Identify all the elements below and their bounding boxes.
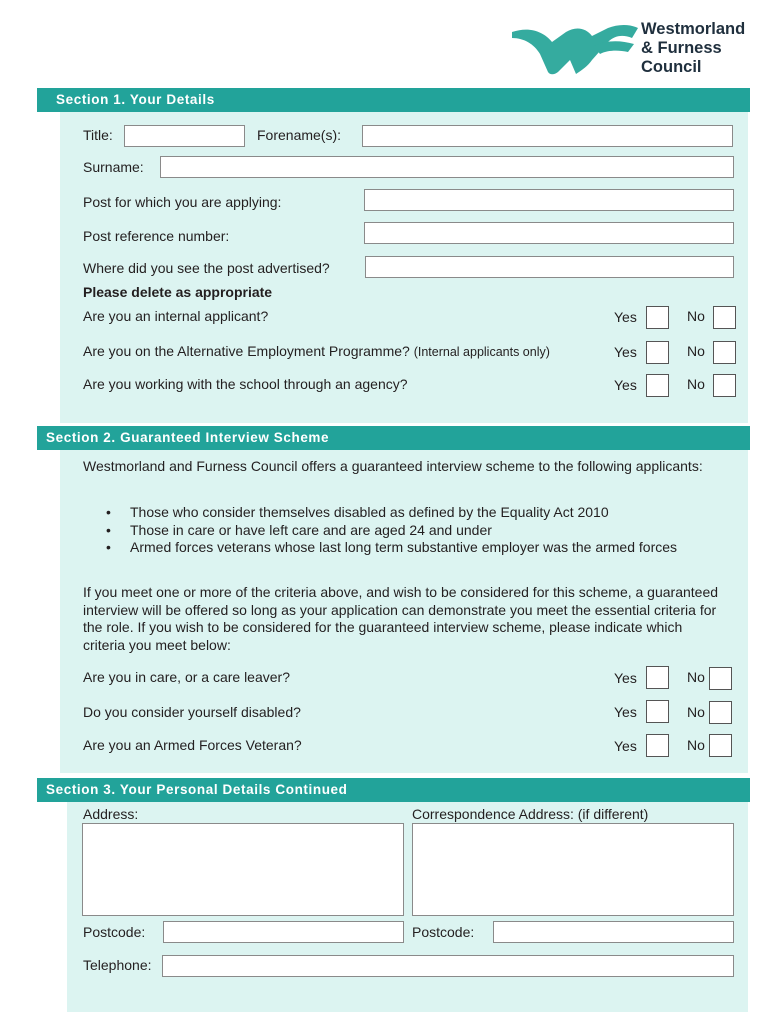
- veteran-yes-checkbox[interactable]: [646, 734, 669, 757]
- scheme-paragraph: If you meet one or more of the criteria above, and wish to be considered for this scheme, a guaranteed interview will be offered so long as your application can demonstrate you meet the essential criteria for the role. If you wish to be considered for the guaranteed interview scheme, please indicate which criteria you meet below:: [83, 584, 719, 653]
- list-item: • Those in care or have left care and are aged 24 and under: [83, 522, 713, 540]
- alt-employment-yes-checkbox[interactable]: [646, 341, 669, 364]
- yes-label: Yes: [614, 344, 637, 360]
- section2-header: Section 2. Guaranteed Interview Scheme: [37, 426, 750, 450]
- scheme-intro: Westmorland and Furness Council offers a guaranteed interview scheme to the following applicants:: [83, 458, 703, 474]
- agency-no-checkbox[interactable]: [713, 374, 736, 397]
- post-ref-input[interactable]: [364, 222, 734, 244]
- internal-applicant-no-checkbox[interactable]: [713, 306, 736, 329]
- agency-yes-checkbox[interactable]: [646, 374, 669, 397]
- alt-employment-no-checkbox[interactable]: [713, 341, 736, 364]
- no-label: No: [687, 308, 705, 324]
- alt-employment-question: [83, 343, 550, 361]
- yes-label: Yes: [614, 670, 637, 686]
- telephone-input[interactable]: [162, 955, 734, 977]
- advertised-input[interactable]: [365, 256, 734, 278]
- forename-label: Forename(s):: [257, 127, 342, 143]
- post-ref-label: Post reference number:: [83, 228, 230, 244]
- no-label: No: [687, 737, 705, 753]
- corr-address-textarea[interactable]: [412, 823, 734, 916]
- delete-note: Please delete as appropriate: [83, 284, 273, 300]
- title-label: Title:: [83, 127, 113, 143]
- no-label: No: [687, 343, 705, 359]
- care-leaver-no-checkbox[interactable]: [709, 667, 732, 690]
- disabled-no-checkbox[interactable]: [709, 701, 732, 724]
- corr-postcode-input[interactable]: [493, 921, 734, 943]
- address-textarea[interactable]: [82, 823, 404, 916]
- corr-address-label: Correspondence Address: (if different): [412, 806, 649, 822]
- surname-input[interactable]: [160, 156, 734, 178]
- scheme-criteria-list: [83, 504, 713, 557]
- postcode-label: Postcode:: [83, 924, 146, 940]
- yes-label: Yes: [614, 704, 637, 720]
- wf-wave-logo-icon: [510, 20, 640, 76]
- list-item: • Those who consider themselves disabled as defined by the Equality Act 2010: [83, 504, 713, 522]
- alt-employment-note: (Internal applicants only): [413, 345, 550, 359]
- care-leaver-question: Are you in care, or a care leaver?: [83, 669, 290, 685]
- advertised-label: Where did you see the post advertised?: [83, 260, 330, 276]
- veteran-no-checkbox[interactable]: [709, 734, 732, 757]
- section3-header: Section 3. Your Personal Details Continued: [37, 778, 750, 802]
- no-label: No: [687, 376, 705, 392]
- post-input[interactable]: [364, 189, 734, 211]
- address-label: Address:: [83, 806, 139, 822]
- alt-employment-text: Are you on the Alternative Employment Programme?: [83, 343, 410, 359]
- telephone-label: Telephone:: [83, 957, 152, 973]
- internal-applicant-question: Are you an internal applicant?: [83, 308, 269, 324]
- disabled-question: Do you consider yourself disabled?: [83, 704, 301, 720]
- no-label: No: [687, 704, 705, 720]
- title-input[interactable]: [124, 125, 245, 147]
- yes-label: Yes: [614, 377, 637, 393]
- disabled-yes-checkbox[interactable]: [646, 700, 669, 723]
- postcode-input[interactable]: [163, 921, 404, 943]
- council-name: Westmorland & Furness Council: [641, 20, 746, 76]
- no-label: No: [687, 669, 705, 685]
- care-leaver-yes-checkbox[interactable]: [646, 666, 669, 689]
- veteran-question: Are you an Armed Forces Veteran?: [83, 737, 302, 753]
- internal-applicant-yes-checkbox[interactable]: [646, 306, 669, 329]
- corr-postcode-label: Postcode:: [412, 924, 475, 940]
- agency-question: Are you working with the school through an agency?: [83, 376, 408, 392]
- post-label: Post for which you are applying:: [83, 194, 282, 210]
- yes-label: Yes: [614, 309, 637, 325]
- forename-input[interactable]: [362, 125, 733, 147]
- yes-label: Yes: [614, 738, 637, 754]
- section1-header: Section 1. Your Details: [37, 88, 750, 112]
- list-item: • Armed forces veterans whose last long term substantive employer was the armed forces: [83, 539, 713, 557]
- surname-label: Surname:: [83, 159, 144, 175]
